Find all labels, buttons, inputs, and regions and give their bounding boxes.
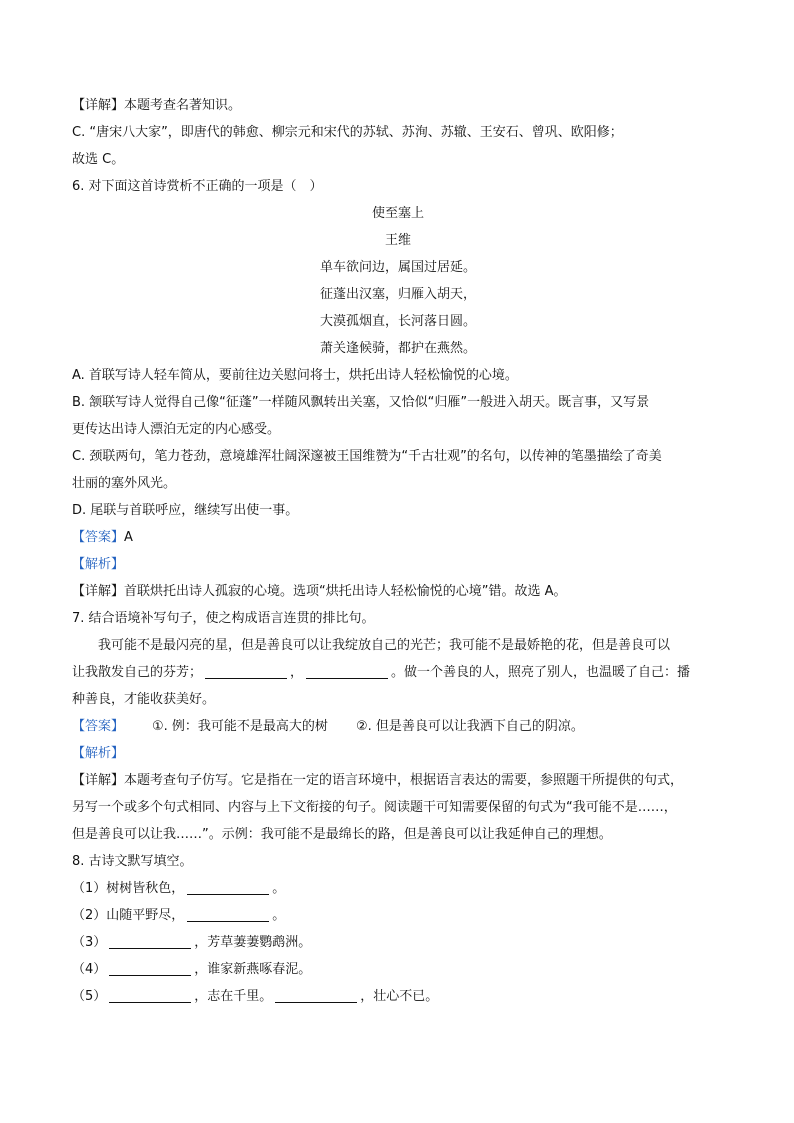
q8-item-4 xyxy=(72,956,724,983)
poem-line: 征蓬出汉塞，归雁入胡天， xyxy=(319,287,476,302)
q5-conclusion: 故选 C。 xyxy=(72,152,125,167)
text-segment: 。做一个善良的人，照亮了别人，也温暖了自己：播 xyxy=(391,665,691,680)
q6-detail xyxy=(72,578,724,605)
q6-option-b-cont: 更传达出诗人漂泊无定的内心感受。 xyxy=(72,422,281,437)
text-segment: （3） xyxy=(72,935,107,950)
q6-option-a: A. 首联写诗人轻车简从，要前往边关慰问将士，烘托出诗人轻松愉悦的心境。 xyxy=(72,368,518,383)
q8-item-2 xyxy=(72,902,724,929)
detail-tag: 【详解】 xyxy=(72,773,125,788)
q7-answer xyxy=(72,713,724,740)
q7-paragraph-cont xyxy=(72,659,724,686)
text-segment: （1）树树皆秋色， xyxy=(72,881,185,896)
q6-stem: 6. 对下面这首诗赏析不正确的一项是（ ） xyxy=(72,179,323,194)
fill-blank xyxy=(109,986,191,1003)
q8-item-1 xyxy=(72,875,724,902)
text-segment: 。 xyxy=(272,881,286,896)
text-segment: 。 xyxy=(272,908,286,923)
q6-option-c: C. 颈联两句，笔力苍劲，意境雄浑壮阔深邃被王国维赞为“千古壮观”的名句，以传神的笔墨描绘了奇美 xyxy=(72,449,662,464)
q5-option-c: C. “唐宋八大家”，即唐代的韩愈、柳宗元和宋代的苏轼、苏洵、苏辙、王安石、曾巩、欧阳修； xyxy=(72,125,623,140)
q6-analysis-tag: 【解析】 xyxy=(72,557,125,572)
q7-paragraph-end: 种善良，才能收获美好。 xyxy=(72,692,216,707)
q8-item-5 xyxy=(72,983,724,1010)
q5-detail xyxy=(72,92,724,119)
q6-option-c-cont: 壮丽的塞外风光。 xyxy=(72,476,177,491)
text-segment: （2）山随平野尽， xyxy=(72,908,185,923)
answer-value: A xyxy=(124,530,133,545)
text-segment: 让我散发自己的芬芳； xyxy=(72,665,203,680)
detail-tag: 【详解】 xyxy=(72,584,125,599)
text-segment: ，志在千里。 xyxy=(194,989,273,1004)
q6-answer xyxy=(72,524,724,551)
fill-blank xyxy=(306,662,388,679)
poem-line: 萧关逢候骑，都护在燕然。 xyxy=(319,341,476,356)
fill-blank xyxy=(187,905,269,922)
fill-blank xyxy=(275,986,357,1003)
fill-blank xyxy=(109,959,191,976)
q8-item-3 xyxy=(72,929,724,956)
poem-title: 使至塞上 xyxy=(371,206,424,221)
detail-text: 本题考查句子仿写。它是指在一定的语言环境中，根据语言表达的需要，参照题干所提供的句式， xyxy=(124,773,684,788)
text-segment: （4） xyxy=(72,962,107,977)
detail-text: 本题考查名著知识。 xyxy=(124,98,242,113)
fill-blank xyxy=(109,932,191,949)
q7-detail-end: 但是善良可以让我……”。示例：我可能不是最绵长的路，但是善良可以让我延伸自己的理想。 xyxy=(72,827,612,842)
poem-line: 单车欲问边，属国过居延。 xyxy=(319,260,476,275)
q7-analysis-tag: 【解析】 xyxy=(72,746,125,761)
poem-author: 王维 xyxy=(384,233,411,248)
answer-1: ①. 例：我可能不是最高大的树 xyxy=(152,719,328,734)
document-page xyxy=(72,92,724,1010)
detail-tag: 【详解】 xyxy=(72,98,125,113)
answer-2: ②. 但是善良可以让我洒下自己的阴凉。 xyxy=(355,719,584,734)
detail-text: 首联烘托出诗人孤寂的心境。选项“烘托出诗人轻松愉悦的心境”错。故选 A。 xyxy=(124,584,567,599)
q7-stem: 7. 结合语境补写句子，使之构成语言连贯的排比句。 xyxy=(72,611,375,626)
q7-detail-cont: 另写一个或多个句式相同、内容与上下文衔接的句子。阅读题干可知需要保留的句式为“我可能不是……， xyxy=(72,800,677,815)
text-segment: （5） xyxy=(72,989,107,1004)
text-segment: ， xyxy=(290,665,304,680)
fill-blank xyxy=(187,878,269,895)
q7-paragraph: 我可能不是最闪亮的星，但是善良可以让我绽放自己的光芒；我可能不是最娇艳的花，但是善良可以 xyxy=(98,638,671,653)
q6-option-d: D. 尾联与首联呼应，继续写出使一事。 xyxy=(72,503,299,518)
q7-detail xyxy=(72,767,724,794)
answer-tag: 【答案】 xyxy=(72,719,125,734)
text-segment: ，芳草萋萋鹦鹉洲。 xyxy=(194,935,312,950)
q8-stem: 8. 古诗文默写填空。 xyxy=(72,854,193,869)
answer-tag: 【答案】 xyxy=(72,530,125,545)
q6-option-b: B. 颔联写诗人觉得自己像“征蓬”一样随风飘转出关塞，又恰似“归雁”一般进入胡天。既言事，又写景 xyxy=(72,395,650,410)
text-segment: ，壮心不已。 xyxy=(360,989,439,1004)
text-segment: ，谁家新燕啄春泥。 xyxy=(194,962,312,977)
poem-line: 大漠孤烟直，长河落日圆。 xyxy=(319,314,476,329)
fill-blank xyxy=(205,662,287,679)
